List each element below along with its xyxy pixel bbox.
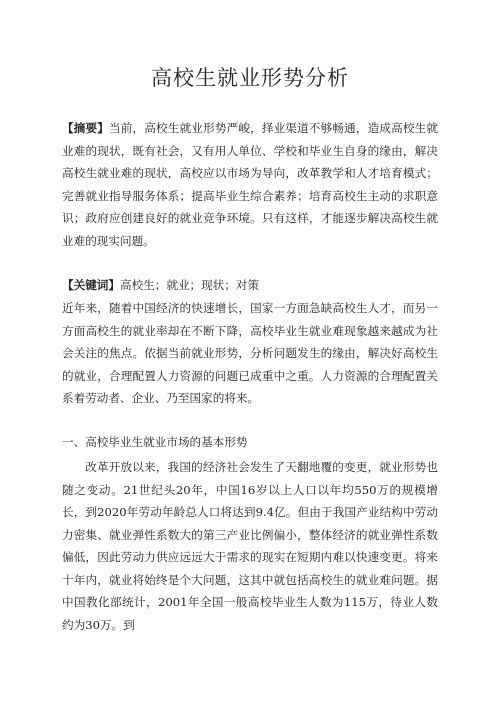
section-heading: 一、高校毕业生就业市场的基本形势: [62, 435, 248, 449]
document-title: 高校生就业形势分析: [151, 66, 349, 90]
abstract-text: 当前，高校生就业形势严峻，择业渠道不够畅通，造成高校生就业难的现状，既有社会，又有用人单位、学校和毕业生自身的缘由，解决高校生就业难的现状，高校应以市场为导向，改革教学和人才培育模式；完善就业指导服务体系；提高毕业生综合素养；培育高校生主动的求职意识；政府应创建良好的就业竞争环境。只有这样，才能逐步解决高校生就业难的现实问题。: [62, 121, 438, 248]
section-paragraph: 改革开放以来，我国的经济社会发生了天翻地覆的变更，就业形势也随之变动。21世纪头20年，中国16岁以上人口以年均550万的规模增长，到2020年劳动年龄总人口将达到9.4亿。但由于我国产业结构中劳动力密集、就业弹性系数大的第三产业比例偏小，整体经济的就业弹性系数偏低，因此劳动力供应远远大于需求的现实在短期内难以快速变更。将来十年内，就业将始终是个大问题，这其中就包括高校生的就业难问题。据中国教化部统计，2001年全国一般高校毕业生人数为115万，待业人数约为30万。到: [62, 460, 438, 632]
keywords-text: 高校生；就业；现状；对策: [119, 278, 260, 292]
abstract-paragraph: [62, 117, 438, 252]
keywords-label: 【关键词】: [62, 278, 120, 292]
keywords-paragraph: [62, 274, 438, 297]
intro-paragraph: 近年来，随着中国经济的快速增长，国家一方面急缺高校生人才，而另一方面高校生的就业率却在不断下降，高校毕业生就业难现象越来越成为社会关注的焦点。依据当前就业形势，分析问题发生的缘由，解决好高校生的就业，合理配置人力资源的问题已成重中之重。人力资源的合理配置关系着劳动者、企业、乃至国家的将来。: [62, 301, 438, 405]
abstract-label: 【摘要】: [62, 121, 110, 135]
